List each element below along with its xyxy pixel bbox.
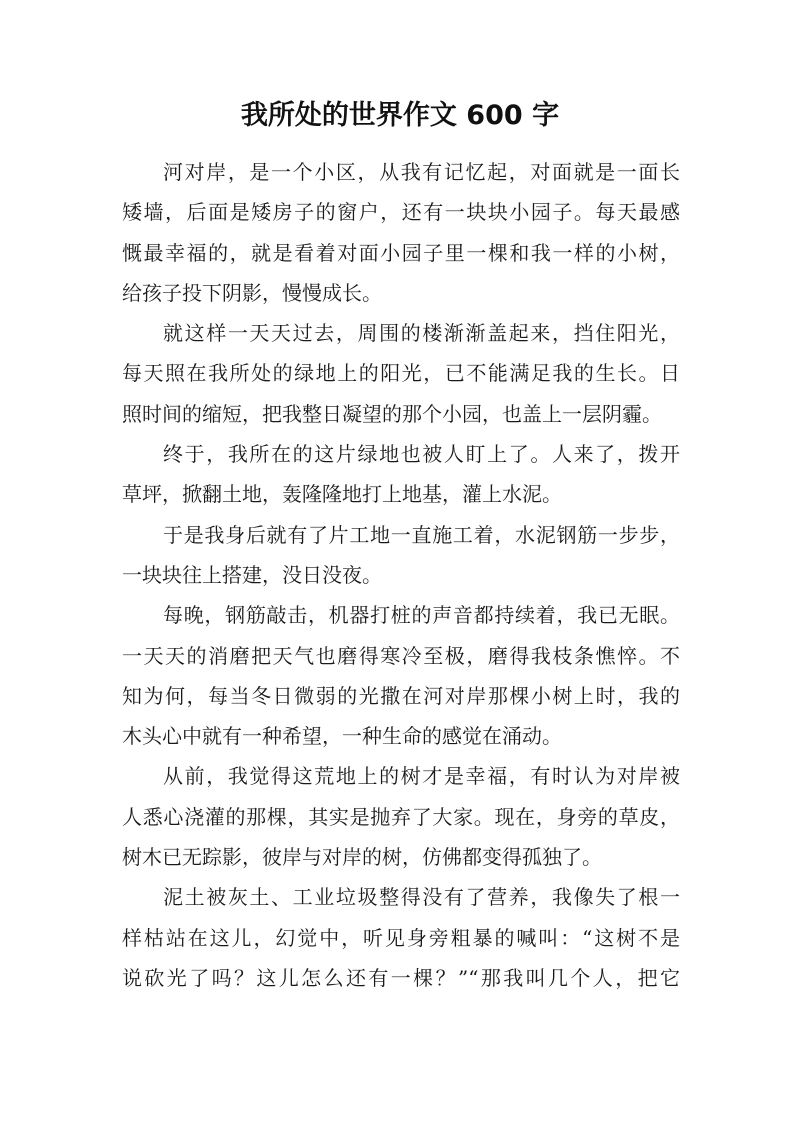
paragraph bbox=[122, 515, 680, 596]
paragraph bbox=[122, 595, 680, 756]
paragraph bbox=[122, 434, 680, 515]
paragraph-line: 草坪，掀翻土地，轰隆隆地打上地基，灌上水泥。 bbox=[122, 482, 562, 507]
document-title: 我所处的世界作文 600 字 bbox=[240, 100, 560, 131]
paragraph bbox=[122, 152, 680, 313]
paragraph-line: 说砍光了吗？这儿怎么还有一棵？”“那我叫几个人，把它 bbox=[122, 965, 680, 990]
paragraph-line: 矮墙，后面是矮房子的窗户，还有一块块小园子。每天最感 bbox=[122, 200, 680, 225]
paragraph bbox=[122, 877, 680, 998]
paragraph-line: 木头心中就有一种希望，一种生命的感觉在涌动。 bbox=[122, 724, 562, 749]
paragraph-line: 人悉心浇灌的那棵，其实是抛弃了大家。现在，身旁的草皮， bbox=[122, 804, 680, 829]
paragraph-line: 一天天的消磨把天气也磨得寒冷至极，磨得我枝条憔悴。不 bbox=[122, 643, 680, 668]
paragraph-line: 树木已无踪影，彼岸与对岸的树，仿佛都变得孤独了。 bbox=[122, 845, 602, 870]
paragraph-line: 泥土被灰土、工业垃圾整得没有了营养，我像失了根一 bbox=[163, 885, 680, 910]
paragraph-line: 样枯站在这儿，幻觉中，听见身旁粗暴的喊叫：“这树不是 bbox=[122, 925, 680, 950]
paragraph-line: 一块块往上搭建，没日没夜。 bbox=[122, 562, 382, 587]
paragraph-line: 知为何，每当冬日微弱的光撒在河对岸那棵小树上时，我的 bbox=[122, 683, 680, 708]
paragraph-line: 就这样一天天过去，周围的楼渐渐盖起来，挡住阳光， bbox=[163, 321, 680, 346]
document-body bbox=[122, 152, 680, 998]
paragraph-line: 每晚，钢筋敲击，机器打桩的声音都持续着，我已无眠。 bbox=[163, 603, 680, 628]
paragraph-line: 河对岸，是一个小区，从我有记忆起，对面就是一面长 bbox=[163, 160, 680, 184]
paragraph-line: 照时间的缩短，把我整日凝望的那个小园，也盖上一层阴霾。 bbox=[122, 401, 662, 426]
paragraph-line: 从前，我觉得这荒地上的树才是幸福，有时认为对岸被 bbox=[163, 764, 680, 789]
paragraph-line: 每天照在我所处的绿地上的阳光，已不能满足我的生长。日 bbox=[122, 361, 680, 386]
paragraph-line: 慨最幸福的，就是看着对面小园子里一棵和我一样的小树， bbox=[122, 240, 680, 265]
paragraph-line: 给孩子投下阴影，慢慢成长。 bbox=[122, 280, 382, 305]
paragraph-line: 于是我身后就有了片工地一直施工着，水泥钢筋一步步， bbox=[163, 522, 680, 547]
paragraph bbox=[122, 756, 680, 877]
paragraph-line: 终于，我所在的这片绿地也被人盯上了。人来了，拨开 bbox=[163, 442, 680, 467]
paragraph bbox=[122, 313, 680, 434]
